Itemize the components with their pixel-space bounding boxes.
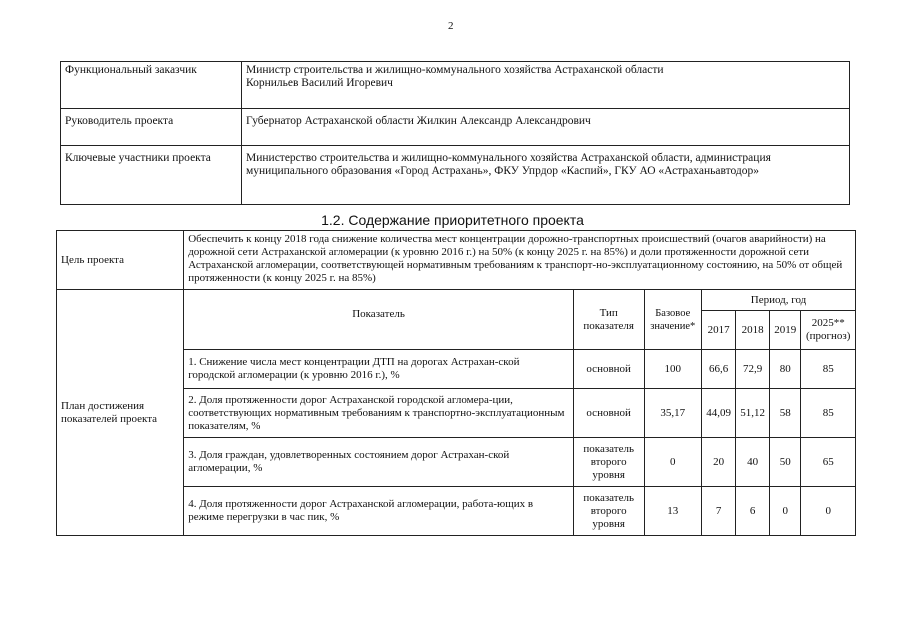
info-value-line: Министерство строительства и жилищно-коммунального хозяйства Астраханской области, администрация xyxy=(246,152,771,164)
value-2025: 65 xyxy=(801,438,856,487)
plan-label: План достижения показателей проекта xyxy=(57,290,184,536)
value-2025: 0 xyxy=(801,487,856,536)
info-value-line: Корнильев Василий Игоревич xyxy=(246,77,393,89)
header-indicator: Показатель xyxy=(184,290,574,350)
header-year-2019: 2019 xyxy=(770,311,801,350)
header-row xyxy=(57,290,856,311)
indicator-name: 2. Доля протяженности дорог Астраханской городской агломера-ции, соответствующих нормативным требованиям к транспортно-эксплуатационным показателям, % xyxy=(184,389,574,438)
header-year-2025 xyxy=(801,311,856,350)
indicator-base: 0 xyxy=(644,438,702,487)
indicator-base: 13 xyxy=(644,487,702,536)
header-year-2025-label: 2025** xyxy=(811,317,845,329)
indicator-type: основной xyxy=(573,350,644,389)
value-2025: 85 xyxy=(801,350,856,389)
goal-label: Цель проекта xyxy=(57,231,184,290)
info-label: Функциональный заказчик xyxy=(61,62,242,109)
info-value xyxy=(242,109,850,146)
goal-text: Обеспечить к концу 2018 года снижение количества мест концентрации дорожно-транспортных происшествий (очагов аварийности) на дорожной сети Астраханской агломерации (к уровню 2016 г.) на 50% (к концу 2025 г. на 85%) и доли протяженности дорожной сети Астраханской агломерации, соответствующей нормативным требованиям к транспорт-но-эксплуатационному состоянию, на 50% от общей протяженности (к концу 2025 г. на 85%) xyxy=(184,231,856,290)
header-base: Базовое значение* xyxy=(644,290,702,350)
info-value-line: Губернатор Астраханской области Жилкин Александр Александрович xyxy=(246,115,591,127)
indicator-name: 3. Доля граждан, удовлетворенных состоянием дорог Астрахан-ской агломерации, % xyxy=(184,438,574,487)
indicator-base: 100 xyxy=(644,350,702,389)
table-row xyxy=(61,62,850,109)
value-2019: 58 xyxy=(770,389,801,438)
value-2018: 72,9 xyxy=(736,350,770,389)
header-forecast-label: (прогноз) xyxy=(805,330,851,342)
header-period: Период, год xyxy=(702,290,856,311)
table-row xyxy=(61,109,850,146)
value-2018: 51,12 xyxy=(736,389,770,438)
value-2025: 85 xyxy=(801,389,856,438)
header-year-2018: 2018 xyxy=(736,311,770,350)
indicator-name: 1. Снижение числа мест концентрации ДТП на дорогах Астрахан-ской городской агломерации (к уровню 2016 г.), % xyxy=(184,350,574,389)
indicator-type: основной xyxy=(573,389,644,438)
value-2018: 40 xyxy=(736,438,770,487)
page-number: 2 xyxy=(448,20,454,32)
info-table xyxy=(60,61,850,205)
info-value xyxy=(242,62,850,109)
indicator-type: показатель второго уровня xyxy=(573,438,644,487)
value-2017: 66,6 xyxy=(702,350,736,389)
value-2018: 6 xyxy=(736,487,770,536)
info-value-line: Министр строительства и жилищно-коммунального хозяйства Астраханской области xyxy=(246,64,664,76)
header-type: Тип показателя xyxy=(573,290,644,350)
value-2019: 80 xyxy=(770,350,801,389)
info-label: Руководитель проекта xyxy=(61,109,242,146)
section-title: 1.2. Содержание приоритетного проекта xyxy=(321,212,584,228)
value-2019: 0 xyxy=(770,487,801,536)
project-content-table xyxy=(56,230,856,536)
table-row xyxy=(61,146,850,205)
info-value xyxy=(242,146,850,205)
info-value-line: муниципального образования «Город Астрахань», ФКУ Упрдор «Каспий», ГКУ АО «Астраханьавтодор» xyxy=(246,165,760,177)
goal-row xyxy=(57,231,856,290)
indicator-base: 35,17 xyxy=(644,389,702,438)
info-label: Ключевые участники проекта xyxy=(61,146,242,205)
indicator-name: 4. Доля протяженности дорог Астраханской агломерации, работа-ющих в режиме перегрузки в час пик, % xyxy=(184,487,574,536)
indicator-type: показатель второго уровня xyxy=(573,487,644,536)
value-2017: 7 xyxy=(702,487,736,536)
value-2017: 44,09 xyxy=(702,389,736,438)
value-2017: 20 xyxy=(702,438,736,487)
value-2019: 50 xyxy=(770,438,801,487)
header-year-2017: 2017 xyxy=(702,311,736,350)
